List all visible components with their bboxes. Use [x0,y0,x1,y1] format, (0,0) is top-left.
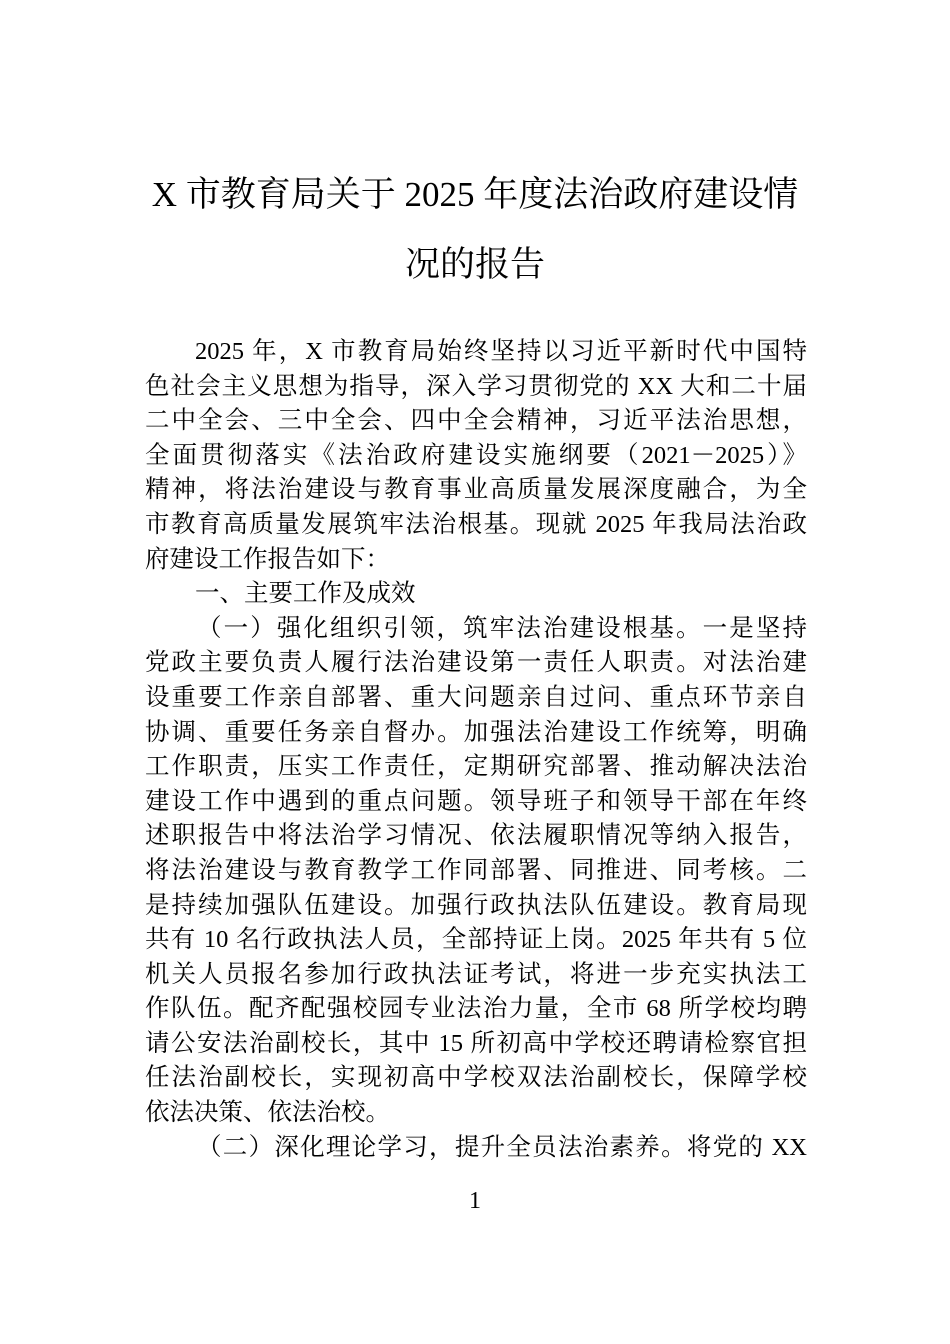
body-line: 设重要工作亲自部署、重大问题亲自过问、重点环节亲自 [145,683,807,711]
body-line: 府建设工作报告如下： [145,545,390,573]
body-line: 党政主要负责人履行法治建设第一责任人职责。对法治建 [145,649,807,677]
body-line: 将法治建设与教育教学工作同部署、同推进、同考核。二 [145,856,807,884]
body-line: 机关人员报名参加行政执法证考试，将进一步充实执法工 [145,960,807,988]
body-line: 二中全会、三中全会、四中全会精神，习近平法治思想， [145,407,807,435]
body-line: 建设工作中遇到的重点问题。领导班子和领导干部在年终 [145,787,807,815]
body-line: 协调、重要任务亲自督办。加强法治建设工作统筹，明确 [145,718,807,746]
body-line: 精神，将法治建设与教育事业高质量发展深度融合，为全 [145,476,807,504]
document-body [145,335,807,1165]
page-number: 1 [469,1188,481,1214]
body-line: 工作职责，压实工作责任，定期研究部署、推动解决法治 [145,753,807,781]
body-line: 全面贯彻落实《法治政府建设实施纲要（2021－2025）》 [145,441,807,469]
body-line: 2025 年，X 市教育局始终坚持以习近平新时代中国特 [195,338,807,365]
subsection-heading-line: （一）强化组织引领，筑牢法治建设根基。一是坚持 [197,614,807,642]
body-line: 依法决策、依法治校。 [145,1099,390,1127]
body-line: 色社会主义思想为指导，深入学习贯彻党的 XX 大和二十届 [145,372,807,400]
body-line: 是持续加强队伍建设。加强行政执法队伍建设。教育局现 [145,891,807,919]
document-title-line-1: X 市教育局关于 2025 年度法治政府建设情 [151,175,799,214]
body-line: 述职报告中将法治学习情况、依法履职情况等纳入报告， [145,822,807,850]
body-line: 共有 10 名行政执法人员，全部持证上岗。2025 年共有 5 位 [145,926,807,954]
body-line: 请公安法治副校长，其中 15 所初高中学校还聘请检察官担 [145,1029,807,1057]
body-line: 作队伍。配齐配强校园专业法治力量，全市 68 所学校均聘 [145,995,807,1023]
section-heading: 一、主要工作及成效 [195,580,416,608]
document-title-line-2: 况的报告 [404,245,545,284]
body-line: 市教育高质量发展筑牢法治根基。现就 2025 年我局法治政 [145,510,807,538]
subsection-heading-line: （二）深化理论学习，提升全员法治素养。将党的 XX [197,1133,807,1161]
body-line: 任法治副校长，实现初高中学校双法治副校长，保障学校 [145,1064,807,1092]
